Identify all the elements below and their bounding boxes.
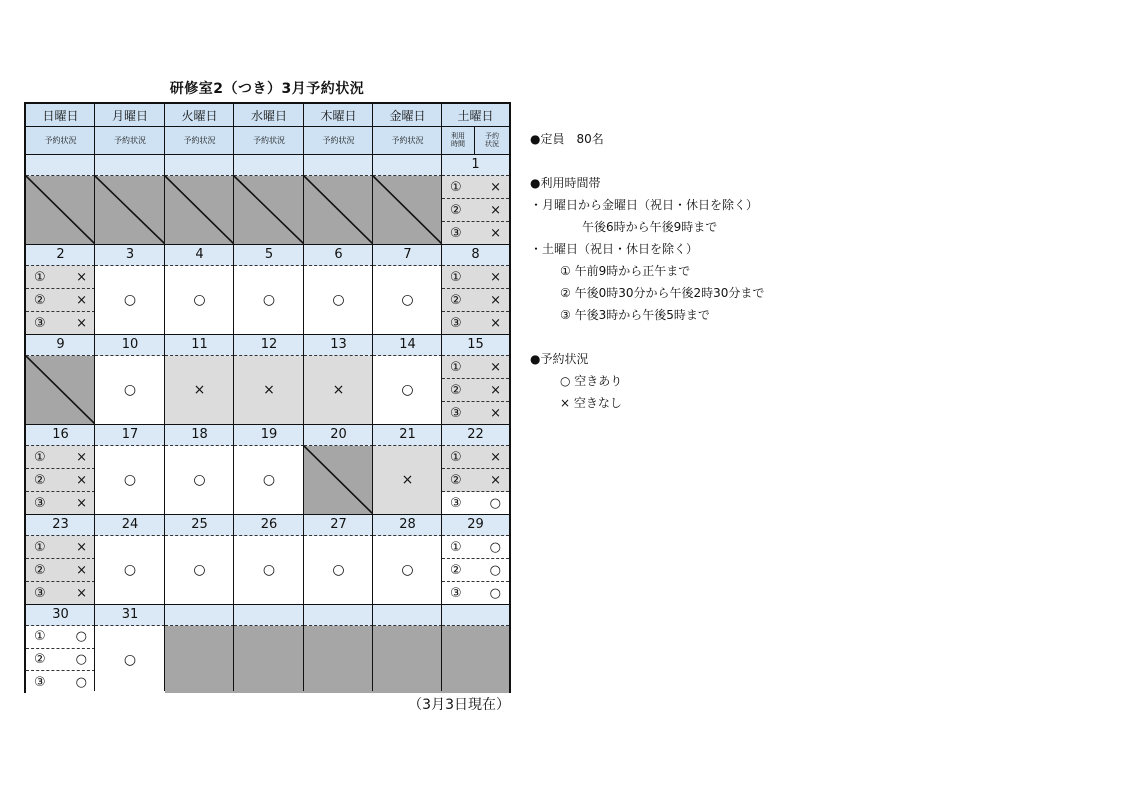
time-slot-row: [26, 469, 95, 492]
empty-day-cell: [304, 626, 373, 693]
time-slot-row: [26, 559, 95, 582]
availability-cell: ○: [373, 356, 442, 424]
slot-number: ③: [450, 315, 462, 331]
date-cell: [373, 604, 442, 626]
availability-cell: ○: [165, 536, 234, 604]
date-cell: [442, 604, 509, 626]
slot-number: ②: [450, 202, 462, 218]
slot-group: [26, 536, 95, 604]
slot-status: ○: [75, 629, 87, 645]
as-of-date: （3月3日現在）: [408, 697, 510, 713]
availability-cell: ○: [373, 266, 442, 334]
slot-group: [442, 536, 509, 604]
slot-number: ③: [34, 315, 46, 331]
availability-cell: ×: [234, 356, 304, 424]
closed-day-cell: [165, 176, 234, 244]
slot-number: ②: [450, 472, 462, 488]
date-cell: [26, 154, 95, 176]
closed-day-cell: [373, 176, 442, 244]
legend-status-title: ●予約状況: [530, 352, 589, 366]
grid-line: [233, 104, 234, 691]
time-slot-row: [442, 312, 509, 334]
date-cell: 22: [442, 424, 509, 446]
slot-number: ③: [450, 585, 462, 601]
availability-cell: ×: [304, 356, 373, 424]
legend-hours-title: ●利用時間帯: [530, 176, 601, 190]
grid-line: [164, 104, 165, 691]
time-slot-row: [442, 582, 509, 604]
date-cell: 3: [95, 244, 165, 266]
availability-cell: ○: [95, 626, 165, 693]
availability-cell: ○: [95, 536, 165, 604]
slot-status: ×: [76, 495, 87, 511]
date-cell: 2: [26, 244, 95, 266]
availability-cell: ○: [165, 266, 234, 334]
status-subheader: 予約状況: [95, 126, 165, 154]
date-cell: 26: [234, 514, 304, 536]
time-slot-row: [442, 289, 509, 312]
time-slot-row: [442, 469, 509, 492]
slot-status: ×: [76, 315, 87, 331]
availability-cell: ○: [304, 536, 373, 604]
date-cell: 24: [95, 514, 165, 536]
slot-number: ③: [450, 495, 462, 511]
grid-line: [26, 424, 509, 425]
date-cell: [304, 154, 373, 176]
closed-diagonal: [26, 356, 95, 424]
availability-cell: ○: [304, 266, 373, 334]
slot-number: ①: [450, 269, 462, 285]
sat-time-label: 時間: [451, 140, 465, 148]
date-cell: 10: [95, 334, 165, 356]
legend-saturday-line: ・土曜日（祝日・休日を除く）: [530, 242, 699, 256]
time-slot-row: [442, 176, 509, 199]
slot-status: ×: [76, 292, 87, 308]
weekday-header: 火曜日: [165, 104, 234, 126]
empty-day-cell: [442, 626, 509, 693]
slot-number: ③: [34, 674, 46, 690]
grid-line: [26, 514, 509, 515]
slot-group: [26, 626, 95, 693]
date-cell: 14: [373, 334, 442, 356]
grid-line: [26, 334, 509, 335]
slot-status: ×: [76, 269, 87, 285]
date-cell: [165, 604, 234, 626]
closed-day-cell: [95, 176, 165, 244]
grid-line: [303, 104, 304, 691]
time-slot-row: [26, 266, 95, 289]
date-cell: 9: [26, 334, 95, 356]
grid-line: [26, 604, 509, 605]
time-slot-row: [26, 289, 95, 312]
availability-cell: ○: [234, 446, 304, 514]
date-cell: 5: [234, 244, 304, 266]
grid-line: [26, 126, 509, 127]
slot-group: [26, 266, 95, 334]
time-slot-row: [442, 536, 509, 559]
slot-number: ①: [450, 359, 462, 375]
availability-cell: ○: [373, 536, 442, 604]
grid-line: [94, 104, 95, 691]
slot-status: ×: [490, 472, 501, 488]
slot-status: ×: [76, 562, 87, 578]
closed-diagonal: [165, 176, 234, 244]
closed-day-cell: [234, 176, 304, 244]
slot-status: ×: [76, 539, 87, 555]
date-cell: [95, 154, 165, 176]
slot-group: [442, 356, 509, 424]
slot-number: ①: [34, 539, 46, 555]
date-cell: 18: [165, 424, 234, 446]
slot-number: ②: [34, 472, 46, 488]
slot-status: ×: [490, 292, 501, 308]
date-cell: 8: [442, 244, 509, 266]
closed-diagonal: [304, 176, 373, 244]
time-slot-row: [442, 199, 509, 222]
slot-group: [26, 446, 95, 514]
date-cell: [304, 604, 373, 626]
date-cell: 29: [442, 514, 509, 536]
slot-number: ②: [450, 562, 462, 578]
slot-group: [442, 176, 509, 244]
slot-status: ○: [489, 562, 501, 578]
slot-status: ×: [76, 472, 87, 488]
time-slot-row: [26, 312, 95, 334]
slot-status: ○: [75, 652, 87, 667]
slot-status: ○: [489, 539, 501, 555]
status-subheader: 予約状況: [373, 126, 442, 154]
time-slot-row: [442, 446, 509, 469]
date-cell: [373, 154, 442, 176]
slot-status: ×: [490, 225, 501, 241]
slot-status: ×: [490, 202, 501, 218]
slot-number: ①: [34, 269, 46, 285]
closed-day-cell: [304, 176, 373, 244]
grid-line: [26, 154, 509, 155]
slot-status: ○: [489, 495, 501, 511]
slot-status: ×: [490, 269, 501, 285]
date-cell: 21: [373, 424, 442, 446]
status-subheader: 予約状況: [234, 126, 304, 154]
empty-day-cell: [373, 626, 442, 693]
closed-diagonal: [234, 176, 304, 244]
time-slot-row: [442, 356, 509, 379]
sat-status-label: 予約: [485, 132, 499, 140]
page-title: 研修室2（つき）3月予約状況: [169, 81, 365, 97]
time-slot-row: [442, 402, 509, 424]
slot-status: ×: [490, 449, 501, 465]
slot-number: ②: [450, 292, 462, 308]
time-slot-row: [442, 266, 509, 289]
time-slot-row: [26, 582, 95, 604]
legend-available: ○ 空きあり: [560, 374, 623, 388]
closed-diagonal: [304, 446, 373, 514]
date-cell: 25: [165, 514, 234, 536]
closed-diagonal: [95, 176, 165, 244]
date-cell: 19: [234, 424, 304, 446]
date-cell: 4: [165, 244, 234, 266]
slot-number: ③: [450, 225, 462, 241]
closed-day-cell: [304, 446, 373, 514]
slot-status: ×: [490, 179, 501, 195]
date-cell: 15: [442, 334, 509, 356]
slot-status: ×: [490, 315, 501, 331]
availability-cell: ○: [234, 536, 304, 604]
weekday-header: 日曜日: [26, 104, 95, 126]
date-cell: 1: [442, 154, 509, 176]
date-cell: 7: [373, 244, 442, 266]
availability-cell: ○: [95, 356, 165, 424]
slot-number: ③: [34, 495, 46, 511]
date-cell: 12: [234, 334, 304, 356]
availability-cell: ○: [95, 266, 165, 334]
availability-cell: ○: [95, 446, 165, 514]
slot-status: ○: [489, 585, 501, 601]
grid-line: [441, 104, 442, 691]
date-cell: [165, 154, 234, 176]
time-slot-row: [26, 492, 95, 514]
closed-diagonal: [373, 176, 442, 244]
empty-day-cell: [165, 626, 234, 693]
availability-cell: ○: [234, 266, 304, 334]
slot-status: ○: [75, 674, 87, 690]
sat-status-subheader: [475, 126, 509, 154]
slot-status: ×: [490, 359, 501, 375]
date-cell: [234, 604, 304, 626]
slot-status: ×: [76, 449, 87, 465]
slot-group: [442, 266, 509, 334]
time-slot-row: [26, 626, 95, 649]
closed-diagonal: [26, 176, 95, 244]
legend-weekday-line: ・月曜日から金曜日（祝日・休日を除く）: [530, 198, 759, 212]
time-slot-row: [442, 492, 509, 514]
status-subheader: 予約状況: [304, 126, 373, 154]
slot-number: ②: [34, 292, 46, 308]
legend-sat-slot-1: ① 午前9時から正午まで: [560, 264, 691, 278]
slot-number: ①: [450, 449, 462, 465]
legend-weekday-hours: 午後6時から午後9時まで: [582, 220, 718, 234]
slot-number: ③: [450, 405, 462, 421]
date-cell: 31: [95, 604, 165, 626]
date-cell: 13: [304, 334, 373, 356]
slot-status: ×: [76, 585, 87, 601]
reservation-calendar: [24, 102, 511, 693]
date-cell: 23: [26, 514, 95, 536]
time-slot-row: [26, 649, 95, 672]
empty-day-cell: [234, 626, 304, 693]
legend-capacity: ●定員 80名: [530, 132, 604, 146]
sat-status-label: 状況: [485, 140, 499, 148]
weekday-header: 金曜日: [373, 104, 442, 126]
slot-group: [442, 446, 509, 514]
sat-time-subheader: [442, 126, 475, 154]
slot-number: ③: [34, 585, 46, 601]
date-cell: 27: [304, 514, 373, 536]
slot-number: ②: [34, 652, 46, 667]
legend-full: × 空きなし: [560, 396, 622, 410]
time-slot-row: [26, 536, 95, 559]
slot-number: ①: [34, 629, 46, 645]
time-slot-row: [442, 379, 509, 402]
date-cell: 30: [26, 604, 95, 626]
legend-sat-slot-3: ③ 午後3時から午後5時まで: [560, 308, 710, 322]
sat-time-label: 利用: [451, 132, 465, 140]
time-slot-row: [442, 222, 509, 244]
time-slot-row: [26, 671, 95, 693]
weekday-header: 土曜日: [442, 104, 509, 126]
closed-day-cell: [26, 176, 95, 244]
time-slot-row: [26, 446, 95, 469]
status-subheader: 予約状況: [165, 126, 234, 154]
weekday-header: 木曜日: [304, 104, 373, 126]
availability-cell: ○: [165, 446, 234, 514]
slot-number: ①: [450, 179, 462, 195]
availability-cell: ×: [373, 446, 442, 514]
status-subheader: 予約状況: [26, 126, 95, 154]
slot-number: ①: [450, 539, 462, 555]
legend-sat-slot-2: ② 午後0時30分から午後2時30分まで: [560, 286, 765, 300]
weekday-header: 水曜日: [234, 104, 304, 126]
slot-status: ×: [490, 405, 501, 421]
slot-number: ②: [34, 562, 46, 578]
date-cell: [234, 154, 304, 176]
time-slot-row: [442, 559, 509, 582]
date-cell: 20: [304, 424, 373, 446]
date-cell: 11: [165, 334, 234, 356]
closed-day-cell: [26, 356, 95, 424]
availability-cell: ×: [165, 356, 234, 424]
date-cell: 28: [373, 514, 442, 536]
weekday-header: 月曜日: [95, 104, 165, 126]
date-cell: 17: [95, 424, 165, 446]
slot-status: ×: [490, 382, 501, 398]
slot-number: ②: [450, 382, 462, 398]
date-cell: 16: [26, 424, 95, 446]
legend-panel: [530, 128, 764, 414]
slot-number: ①: [34, 449, 46, 465]
date-cell: 6: [304, 244, 373, 266]
grid-line: [26, 244, 509, 245]
grid-line: [372, 104, 373, 691]
